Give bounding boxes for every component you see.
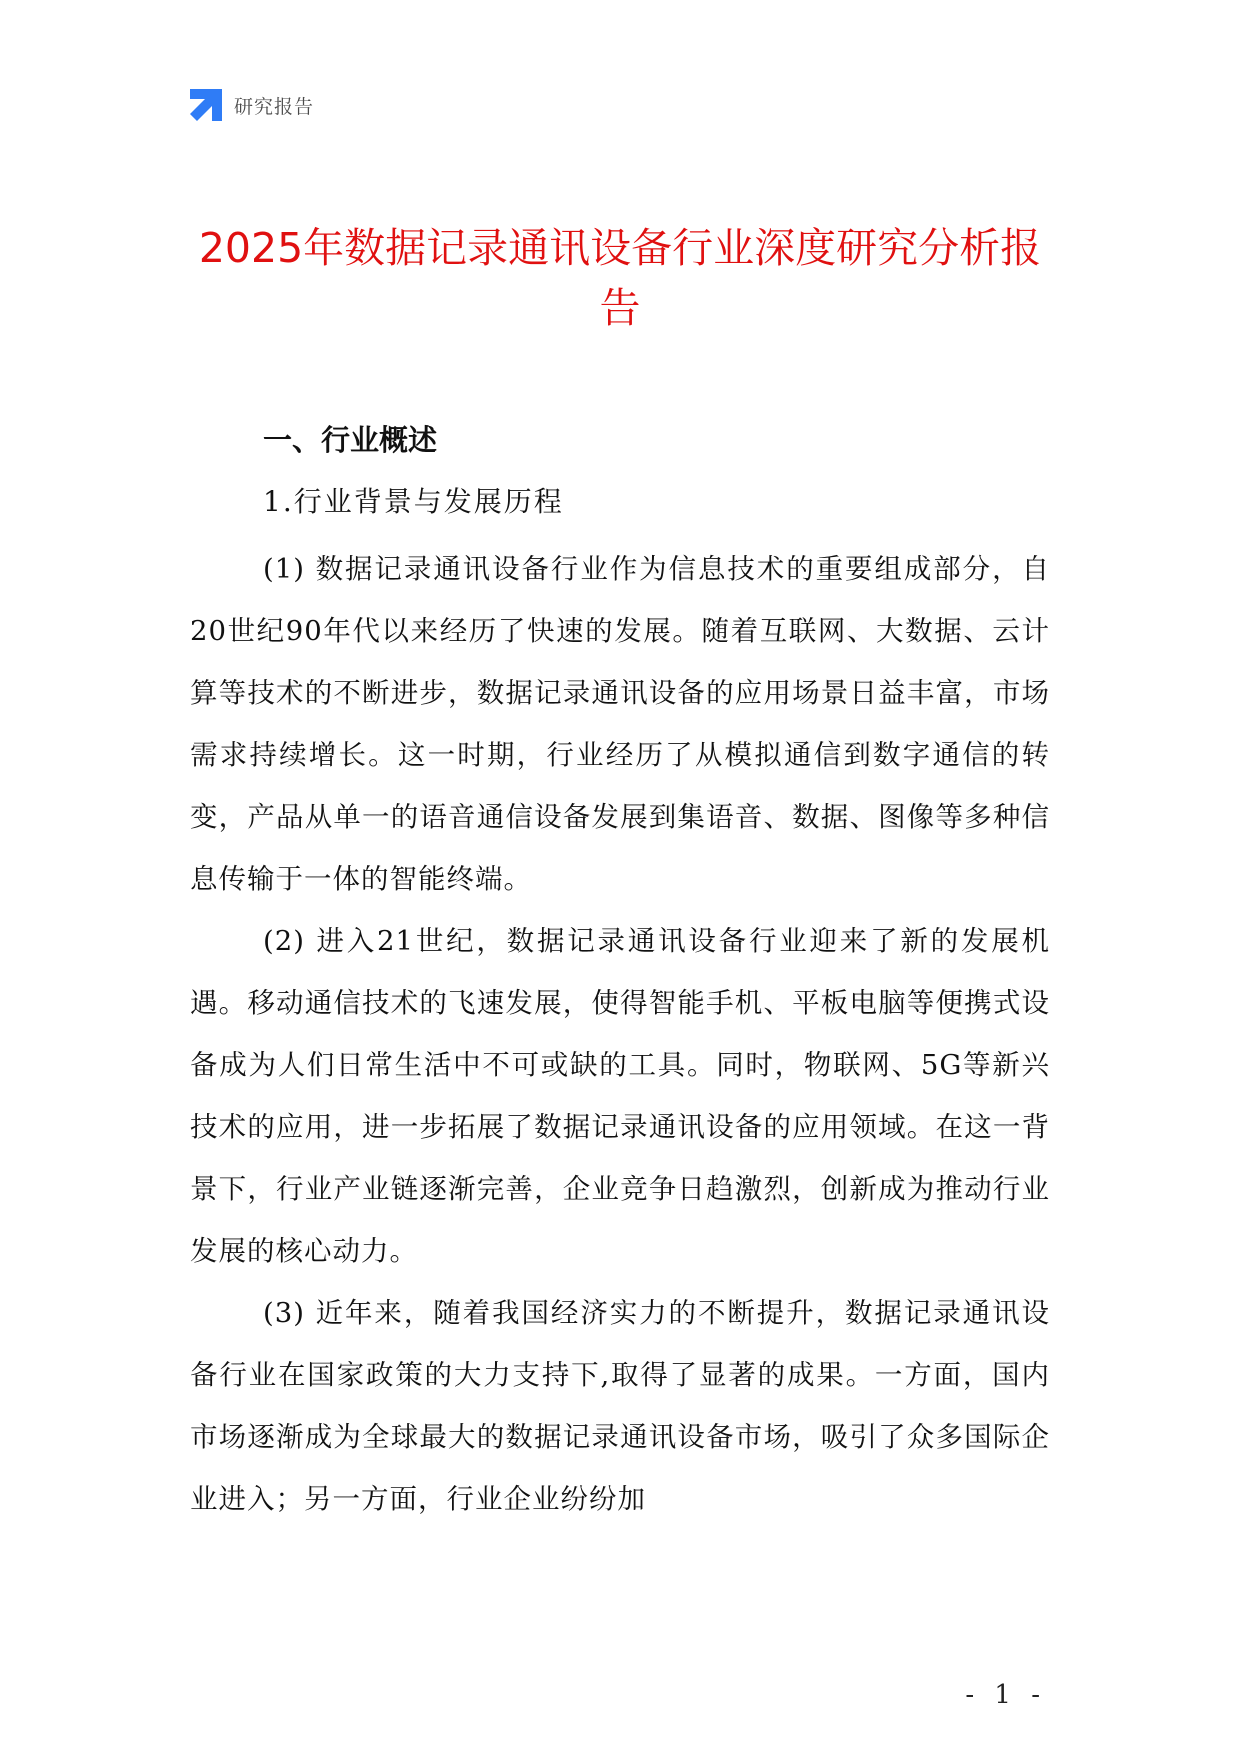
paragraph: (2) 进入21世纪，数据记录通讯设备行业迎来了新的发展机遇。移动通信技术的飞速发展，使得智能手机、平板电脑等便携式设备成为人们日常生活中不可或缺的工具。同时，物联网、5G等新兴技术的应用，进一步拓展了数据记录通讯设备的应用领域。在这一背景下，行业产业链逐渐完善，企业竞争日趋激烈，创新成为推动行业发展的核心动力。	[190, 925, 1050, 1267]
section-heading: 一、行业概述	[263, 423, 438, 457]
body-text	[190, 538, 1050, 1530]
section-subheading: 1.行业背景与发展历程	[263, 485, 564, 518]
report-header	[190, 88, 314, 122]
arrow-up-right-icon	[190, 89, 222, 121]
page-number: - 1 -	[965, 1680, 1046, 1710]
paragraph: (3) 近年来，随着我国经济实力的不断提升，数据记录通讯设备行业在国家政策的大力支持下,取得了显著的成果。一方面，国内市场逐渐成为全球最大的数据记录通讯设备市场，吸引了众多国际企业进入；另一方面，行业企业纷纷加	[190, 1297, 1050, 1515]
document-title: 2025年数据记录通讯设备行业深度研究分析报告	[198, 224, 1042, 332]
header-label: 研究报告	[234, 95, 315, 118]
paragraph: (1) 数据记录通讯设备行业作为信息技术的重要组成部分，自20世纪90年代以来经历了快速的发展。随着互联网、大数据、云计算等技术的不断进步，数据记录通讯设备的应用场景日益丰富，市场需求持续增长。这一时期，行业经历了从模拟通信到数字通信的转变，产品从单一的语音通信设备发展到集语音、数据、图像等多种信息传输于一体的智能终端。	[190, 553, 1050, 895]
